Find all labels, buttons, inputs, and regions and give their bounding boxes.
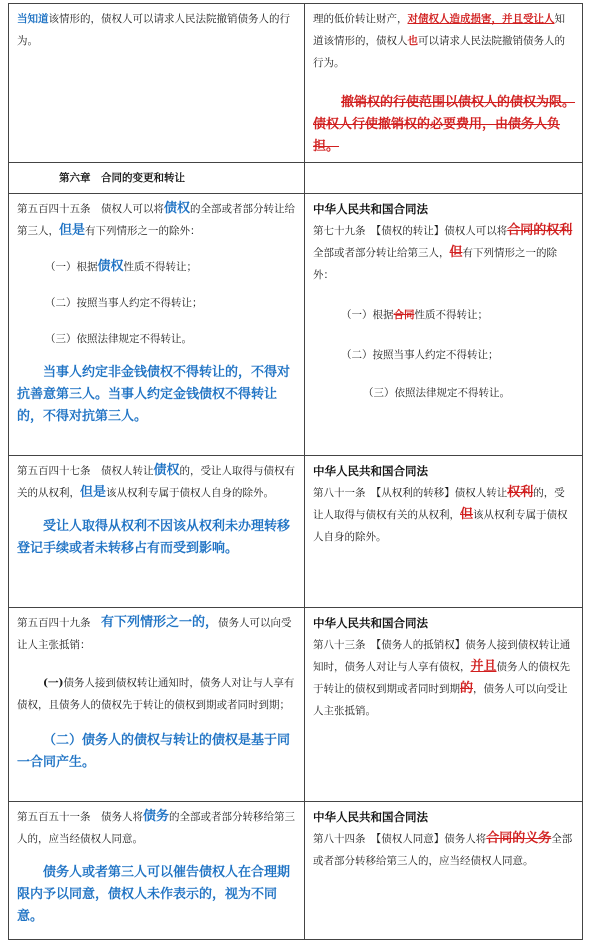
right-cell (305, 194, 583, 456)
body-text: 可以请求人民法院撤销债务人的行为。 (313, 35, 565, 69)
law-title: 中华人民共和国合同法 (313, 810, 428, 824)
body-text: 的全部或者部分转让给第三人， (17, 203, 296, 237)
right-cell (305, 4, 583, 163)
body-text: 理的低价转让财产， (313, 13, 408, 25)
body-text: 有下列情形之一的除外： (85, 225, 201, 237)
highlight-text: 当知道 (17, 13, 49, 25)
body-text: 该情形的，债权人可以请求人民法院撤销债务人的行为。 (17, 13, 290, 47)
list-item: （三）依照法律规定不得转让。 (363, 387, 510, 399)
table-row (9, 802, 583, 940)
right-cell (305, 163, 583, 194)
table-row (9, 194, 583, 456)
body-text: 第五百四十七条 债权人转让 (17, 465, 154, 477)
list-item: （二）按照当事人约定不得转让； (341, 349, 499, 361)
highlight-text: 有下列情形之一的， (101, 615, 219, 630)
new-clause: 债务人或者第三人可以催告债权人在合理期限内予以同意，债权人未作表示的，视为不同意。 (17, 865, 291, 924)
body-text: 第五百四十九条 (17, 617, 101, 629)
added-text: 也 (407, 35, 418, 47)
right-cell (305, 456, 583, 608)
list-item-number: (一) (43, 677, 64, 689)
left-cell (9, 802, 305, 940)
right-cell (305, 802, 583, 940)
new-clause: 当事人约定非金钱债权不得转让的，不得对抗善意第三人。当事人约定金钱债权不得转让的，不得对抗第三人。 (17, 365, 291, 424)
deleted-text: 合同 (393, 309, 415, 321)
highlight-text: 但是 (59, 223, 86, 238)
body-text: 全部或者部分转移给第三人的，应当经债权人同意。 (313, 833, 573, 867)
deleted-text: 但 (449, 245, 463, 260)
body-text: 第五百四十五条 债权人可以将 (17, 203, 164, 215)
deleted-text: 合同的义务 (486, 831, 552, 846)
law-title: 中华人民共和国合同法 (313, 202, 428, 216)
highlight-text: 债务 (143, 809, 170, 824)
body-text: 全部或者部分转让给第三人， (313, 247, 450, 259)
list-item: 性质不得转让； (414, 309, 488, 321)
chapter-heading: 第六章 合同的变更和转让 (9, 163, 305, 194)
table-row (9, 608, 583, 802)
law-title: 中华人民共和国合同法 (313, 464, 428, 478)
body-text: ，债务人可以向受让人主张抵销。 (313, 683, 568, 717)
body-text: 的，受让人取得与债权有关的从权利， (313, 487, 565, 521)
deleted-text: 合同的权利 (507, 223, 573, 238)
body-text: 的，受让人取得与债权有关的从权利， (17, 465, 296, 499)
body-text: 债务人的债权先于转让的债权到期或者同时到期 (313, 661, 571, 695)
highlight-text: 债权 (97, 259, 124, 274)
left-cell (9, 4, 305, 163)
new-clause: 受让人取得从权利不因该从权利未办理转移登记手续或者未转移占有而受到影响。 (17, 519, 291, 556)
deleted-text: 但 (460, 507, 474, 522)
list-item: （二）按照当事人约定不得转让； (45, 297, 203, 309)
body-text: 知道该情形的，债权人 (313, 13, 565, 47)
list-item: 性质不得转让； (123, 261, 198, 273)
right-cell (305, 608, 583, 802)
list-item: 债务人接到债权转让通知时，债务人对让与人享有债权，且债务人的债权先于转让的债权到期或者同时到期； (17, 677, 295, 711)
left-cell (9, 194, 305, 456)
list-item: （一）根据 (45, 261, 98, 273)
body-text: 债务人可以向受让人主张抵销： (17, 617, 292, 651)
new-clause: （二）债务人的债权与转让的债权是基于同一合同产生。 (17, 733, 291, 770)
added-text: 对债权人造成损害，并且受让人 (407, 13, 555, 25)
body-text: 的全部或者部分转移给第三人的，应当经债权人同意。 (17, 811, 296, 845)
body-text: 第八十三条 【债务人的抵销权】债务人接到债权转让通知时，债务人对让与人享有债权， (313, 639, 571, 673)
deleted-text: 撤销权的行使范围以债权人的债权为限。债权人行使撤销权的必要费用，由债务人负担。 (313, 95, 576, 154)
table-row (9, 4, 583, 163)
table-row (9, 456, 583, 608)
highlight-text: 债权 (164, 201, 191, 216)
deleted-text: 权利 (507, 485, 534, 500)
highlight-text: 债权 (153, 463, 180, 478)
highlight-text: 但是 (80, 485, 107, 500)
body-text: 该从权利专属于债权人自身的除外。 (313, 509, 568, 543)
left-cell (9, 456, 305, 608)
list-item: （三）依照法律规定不得转让。 (45, 333, 192, 345)
body-text: 第八十四条 【债权人同意】债务人将 (313, 833, 487, 845)
body-text: 第八十一条 【从权利的转移】债权人转让 (313, 487, 508, 499)
body-text: 有下列情形之一的除外： (313, 247, 558, 281)
added-text: 并且 (470, 659, 497, 674)
law-title: 中华人民共和国合同法 (313, 616, 428, 630)
comparison-table (8, 3, 583, 940)
table-row (9, 163, 583, 194)
list-item: （一）根据 (341, 309, 394, 321)
body-text: 该从权利专属于债权人自身的除外。 (106, 487, 275, 499)
deleted-text: 的 (460, 681, 474, 696)
body-text: 第五百五十一条 债务人将 (17, 811, 143, 823)
left-cell (9, 608, 305, 802)
body-text: 第七十九条 【债权的转让】债权人可以将 (313, 225, 508, 237)
